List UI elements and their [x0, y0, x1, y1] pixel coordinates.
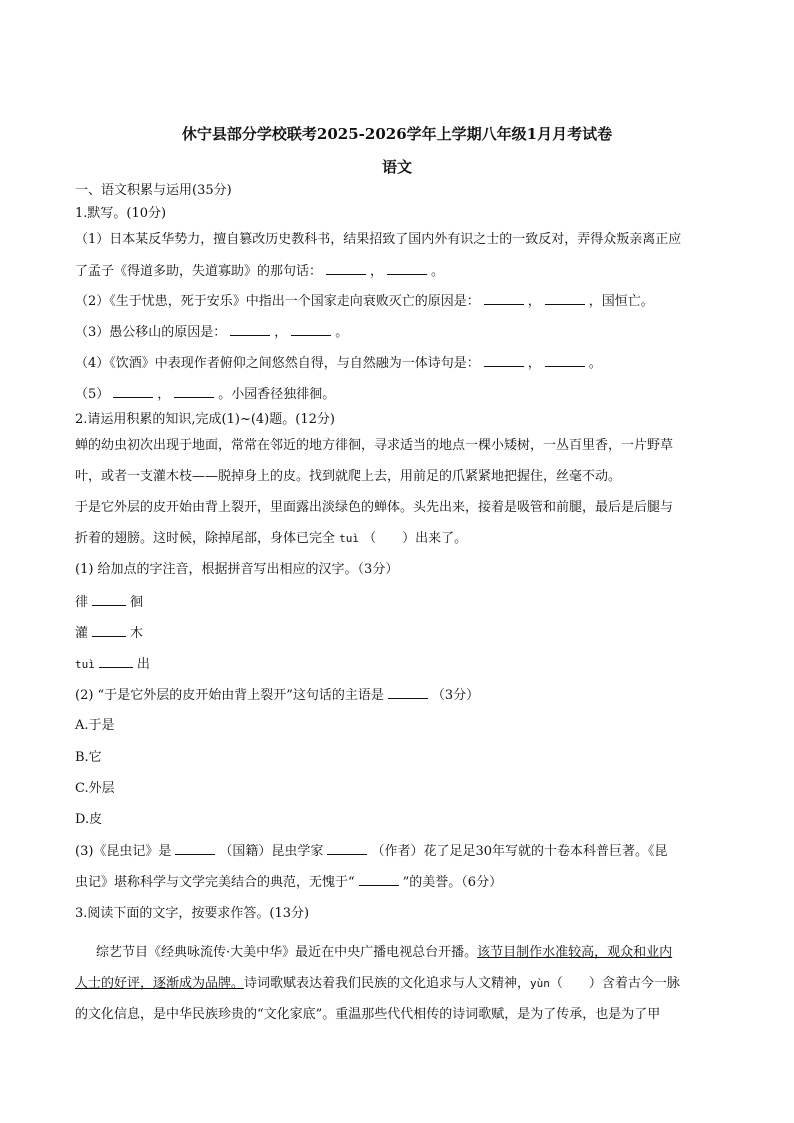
pinyin-yun: yùn: [530, 977, 550, 990]
q2-sub1-item3: tuì 出: [75, 657, 150, 672]
question-3-heading: 3.阅读下面的文字，按要求作答。(13分): [75, 906, 310, 921]
q2-passage-line1: 蝉的幼虫初次出现于地面，常常在邻近的地方徘徊，寻求适当的地点一棵小矮树，一丛百里香，一片野草: [75, 438, 674, 453]
underlined-sentence: 该节目制作水准较高，观众和业内: [477, 945, 673, 960]
answer-blank[interactable]: [291, 323, 331, 336]
q3-para-line3: 的文化信息，是中华民族珍贵的“文化家底”。重温那些代代相传的诗词歌赋，是为了传承，也是为了甲: [75, 1007, 661, 1022]
q2-sub1-item2: 灌 木: [75, 626, 144, 641]
q1-item1-line1: （1）日本某反华势力，擅自篡改历史教科书，结果招致了国内外有识之士的一致反对，弄得众叛亲离正应: [75, 232, 682, 247]
answer-blank[interactable]: [484, 292, 524, 305]
q2-passage-line4: 折着的翅膀。这时候，除掉尾部，身体已完全 tuì （ ）出来了。: [75, 531, 468, 546]
option-d[interactable]: D.皮: [75, 812, 103, 827]
answer-blank[interactable]: [113, 385, 153, 398]
answer-blank[interactable]: [99, 655, 133, 668]
q1-item1-line2: 了孟子《得道多助，失道寡助》的那句话： ， 。: [75, 264, 445, 279]
subject-title: 语文: [381, 158, 412, 176]
answer-blank[interactable]: [230, 323, 270, 336]
answer-blank[interactable]: [175, 842, 215, 855]
option-c[interactable]: C.外层: [75, 781, 115, 796]
answer-paren[interactable]: （ ）含着古今一脉: [549, 976, 680, 991]
underlined-sentence: 人士的好评，逐渐成为品牌。: [75, 976, 245, 991]
option-b[interactable]: B.它: [75, 750, 102, 765]
q2-sub1-item1: 徘 徊: [75, 595, 144, 610]
q2-sub3-line2: 虫记》堪称科学与文学完美结合的典范，无愧于“ ”的美誉。（6分）: [75, 875, 503, 890]
q1-item5: （5） ， 。小园香径独徘徊。: [75, 387, 336, 402]
answer-blank[interactable]: [92, 593, 126, 606]
q2-passage-line3: 于是它外层的皮开始由背上裂开，里面露出淡绿色的蝉体。头先出来，接着是吸管和前腿，最后是后腿与: [75, 500, 674, 515]
answer-blank[interactable]: [387, 262, 427, 275]
answer-blank[interactable]: [174, 385, 214, 398]
question-2-heading: 2.请运用积累的知识,完成(1)~(4)题。(12分): [75, 412, 335, 427]
answer-blank[interactable]: [388, 686, 428, 699]
answer-blank[interactable]: [484, 354, 524, 367]
answer-blank[interactable]: [545, 292, 585, 305]
answer-blank[interactable]: [545, 354, 585, 367]
q2-sub2: (2) “于是它外层的皮开始由背上裂开”这句话的主语是 （3分）: [75, 688, 480, 703]
q1-item4: （4）《饮酒》中表现作者俯仰之间悠然自得，与自然融为一体诗句是： ， 。: [75, 356, 602, 371]
q2-sub3-line1: (3)《昆虫记》是 （国籍）昆虫学家 （作者）花了足足30年写就的十卷本科普巨著。《昆: [75, 844, 668, 859]
pinyin-tui: tuì: [339, 532, 360, 545]
answer-blank[interactable]: [327, 842, 367, 855]
answer-blank[interactable]: [359, 873, 399, 886]
exam-title: 休宁县部分学校联考2025-2026学年上学期八年级1月月考试卷: [181, 125, 613, 143]
answer-blank[interactable]: [326, 262, 366, 275]
q3-para-line2: 人士的好评，逐渐成为品牌。诗词歌赋表达着我们民族的文化追求与人文精神，yùn（ ）含着古今一脉: [75, 976, 680, 991]
question-1-heading: 1.默写。(10分): [75, 206, 167, 221]
q2-sub1: (1) 给加点的字注音，根据拼音写出相应的汉字。（3分）: [75, 562, 399, 577]
option-a[interactable]: A.于是: [75, 718, 115, 733]
q3-para-line1: 综艺节目《经典咏流传·大美中华》最近在中央广播电视总台开播。该节目制作水准较高，观众和业内: [96, 945, 673, 960]
q2-passage-line2: 叶，或者一支灌木枝——脱掉身上的皮。找到就爬上去，用前足的爪紧紧地把握住，丝毫不动。: [75, 469, 622, 484]
answer-blank[interactable]: [92, 624, 126, 637]
q1-item2: （2）《生于忧患，死于安乐》中指出一个国家走向衰败灭亡的原因是： ， ，国恒亡。: [75, 294, 654, 309]
answer-paren[interactable]: （ ）出来了。: [363, 531, 468, 546]
q1-item3: （3）愚公移山的原因是： ， 。: [75, 325, 349, 340]
section-heading: 一、语文积累与运用(35分): [75, 183, 232, 198]
